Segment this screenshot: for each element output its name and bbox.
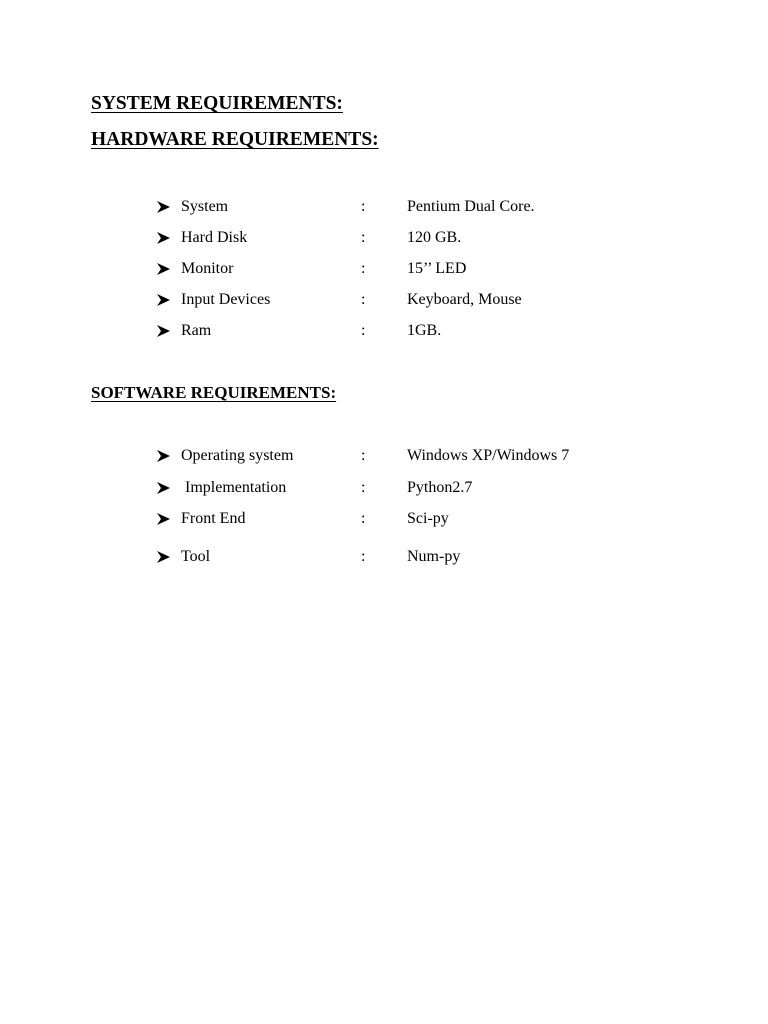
separator-colon: : [361, 260, 366, 277]
arrowhead-bullet-icon [157, 546, 171, 568]
list-item [0, 196, 768, 218]
requirement-label: Operating system [181, 447, 294, 464]
requirement-value: 1GB. [407, 322, 442, 339]
arrowhead-bullet-icon [157, 445, 171, 467]
separator-colon: : [361, 447, 366, 464]
separator-colon: : [361, 291, 366, 308]
hardware-requirements-heading: HARDWARE REQUIREMENTS: [91, 129, 379, 150]
separator-colon: : [361, 510, 366, 527]
list-item [0, 289, 768, 311]
requirement-label: Monitor [181, 260, 234, 277]
requirement-label: Front End [181, 510, 246, 527]
software-requirements-heading: SOFTWARE REQUIREMENTS: [91, 383, 337, 402]
requirement-value: Pentium Dual Core. [407, 198, 535, 215]
requirement-label: Hard Disk [181, 229, 248, 246]
list-item [0, 508, 768, 530]
separator-colon: : [361, 322, 366, 339]
requirement-value: 120 GB. [407, 229, 462, 246]
list-item [0, 477, 768, 499]
separator-colon: : [361, 479, 366, 496]
requirement-value: Python2.7 [407, 479, 473, 496]
list-item [0, 227, 768, 249]
list-item [0, 320, 768, 342]
arrowhead-bullet-icon [157, 320, 171, 342]
list-item [0, 546, 768, 568]
requirement-label: Input Devices [181, 291, 271, 308]
separator-colon: : [361, 198, 366, 215]
list-item [0, 258, 768, 280]
requirement-label: Implementation [185, 479, 287, 496]
separator-colon: : [361, 548, 366, 565]
arrowhead-bullet-icon [157, 196, 171, 218]
requirement-value: Sci-py [407, 510, 449, 527]
requirement-label: Ram [181, 322, 212, 339]
arrowhead-bullet-icon [157, 227, 171, 249]
arrowhead-bullet-icon [157, 289, 171, 311]
page-title: SYSTEM REQUIREMENTS: [91, 93, 343, 114]
requirement-label: Tool [181, 548, 211, 565]
requirement-value: Windows XP/Windows 7 [407, 447, 570, 464]
separator-colon: : [361, 229, 366, 246]
arrowhead-bullet-icon [157, 258, 171, 280]
arrowhead-bullet-icon [157, 477, 171, 499]
requirement-value: Num-py [407, 548, 461, 565]
arrowhead-bullet-icon [157, 508, 171, 530]
requirement-label: System [181, 198, 229, 215]
requirement-value: Keyboard, Mouse [407, 291, 522, 308]
list-item [0, 445, 768, 467]
requirement-value: 15’’ LED [407, 260, 467, 277]
